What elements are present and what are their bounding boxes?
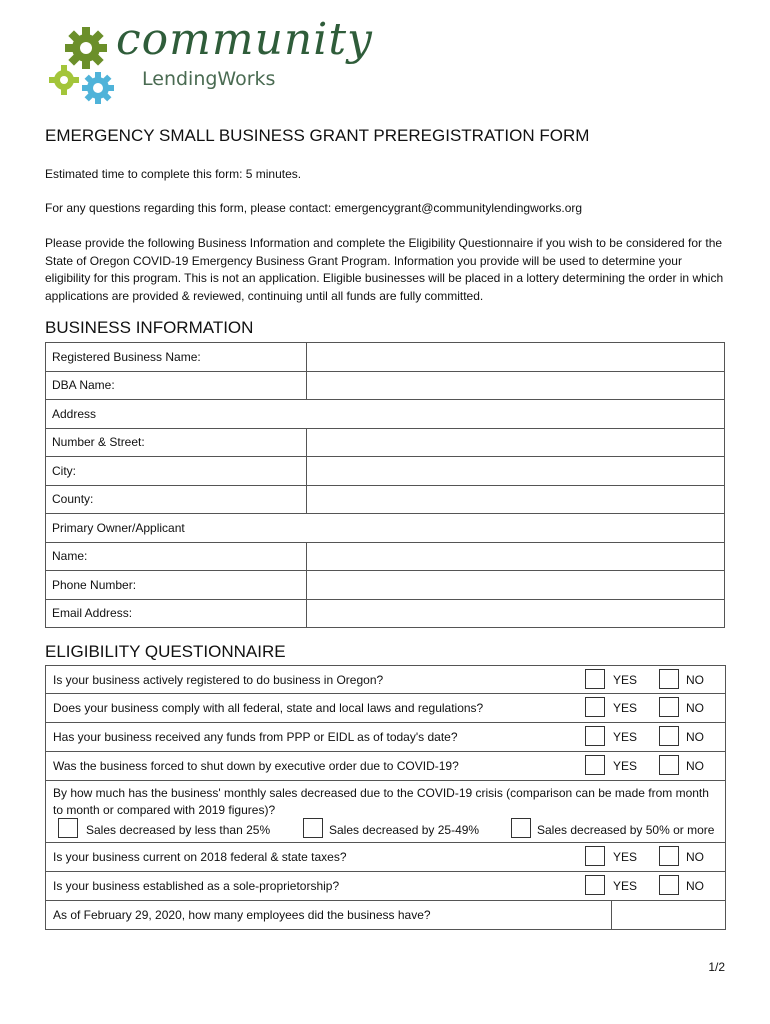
yes-label: YES <box>613 701 638 715</box>
county-field[interactable] <box>307 485 725 514</box>
no-checkbox[interactable] <box>659 755 679 775</box>
no-label: NO <box>686 759 704 773</box>
page-number: 1/2 <box>708 960 725 974</box>
time-estimate: Estimated time to complete this form: 5 minutes. <box>45 167 302 181</box>
sales-option-label: Sales decreased by less than 25% <box>86 823 271 837</box>
question-text: Is your business actively registered to do business in Oregon? <box>53 673 384 687</box>
table-row <box>46 542 725 571</box>
question-text: Was the business forced to shut down by executive order due to COVID-19? <box>53 759 459 773</box>
owner-name-label: Name: <box>46 542 307 571</box>
table-row <box>46 400 725 429</box>
dba-name-field[interactable] <box>307 371 725 400</box>
no-label: NO <box>686 673 704 687</box>
table-row <box>46 514 725 543</box>
logo-wordmark: community <box>116 14 373 65</box>
yes-label: YES <box>613 673 638 687</box>
no-label: NO <box>686 879 704 893</box>
question-text: Is your business established as a sole-proprietorship? <box>53 879 340 893</box>
city-label: City: <box>46 457 307 486</box>
question-row <box>45 843 726 872</box>
yes-checkbox[interactable] <box>585 726 605 746</box>
question-row <box>45 694 726 723</box>
question-row <box>45 723 726 752</box>
sales-50-plus-checkbox[interactable] <box>511 818 531 838</box>
county-label: County: <box>46 485 307 514</box>
dba-name-label: DBA Name: <box>46 371 307 400</box>
email-label: Email Address: <box>46 599 307 628</box>
eligibility-heading: ELIGIBILITY QUESTIONNAIRE <box>45 642 286 661</box>
question-row <box>45 665 726 694</box>
question-row <box>45 872 726 901</box>
logo-subtitle: LendingWorks <box>142 68 276 90</box>
company-logo <box>46 14 373 112</box>
address-section-label: Address <box>46 400 725 429</box>
owner-section-label: Primary Owner/Applicant <box>46 514 725 543</box>
sales-question-text: By how much has the business' monthly sales decreased due to the COVID-19 crisis (comparison can be made from month to month or compared with 2019 figures)? <box>53 786 709 817</box>
sales-option-label: Sales decreased by 50% or more <box>537 823 715 837</box>
question-text: Does your business comply with all federal, state and local laws and regulations? <box>53 701 484 715</box>
gears-icon <box>46 20 126 112</box>
yes-label: YES <box>613 730 638 744</box>
no-checkbox[interactable] <box>659 726 679 746</box>
yes-checkbox[interactable] <box>585 697 605 717</box>
table-row <box>46 343 725 372</box>
no-label: NO <box>686 730 704 744</box>
street-label: Number & Street: <box>46 428 307 457</box>
no-checkbox[interactable] <box>659 697 679 717</box>
instructions: Please provide the following Business Information and complete the Eligibility Questionnaire if you wish to be considered for the State of Oregon COVID-19 Emergency Business Grant Program. Information you provide will be used to determine your eligibility for this program. This is not an application. Eligible businesses will be placed in a lottery determining the order in which applications are provided & reviewed, continuing until all funds are fully committed. <box>45 236 724 303</box>
sales-question-row <box>45 781 726 843</box>
owner-name-field[interactable] <box>307 542 725 571</box>
table-row <box>46 457 725 486</box>
email-field[interactable] <box>307 599 725 628</box>
yes-checkbox[interactable] <box>585 875 605 895</box>
registered-name-label: Registered Business Name: <box>46 343 307 372</box>
business-info-table <box>45 342 725 628</box>
yes-label: YES <box>613 850 638 864</box>
contact-info: For any questions regarding this form, please contact: emergencygrant@communitylendingworks.org <box>45 201 583 215</box>
city-field[interactable] <box>307 457 725 486</box>
employees-row <box>45 901 726 930</box>
no-checkbox[interactable] <box>659 875 679 895</box>
no-label: NO <box>686 701 704 715</box>
registered-name-field[interactable] <box>307 343 725 372</box>
employees-question: As of February 29, 2020, how many employees did the business have? <box>53 908 431 922</box>
phone-label: Phone Number: <box>46 571 307 600</box>
question-row <box>45 752 726 781</box>
yes-checkbox[interactable] <box>585 755 605 775</box>
business-info-heading: BUSINESS INFORMATION <box>45 318 254 337</box>
employees-field[interactable] <box>611 901 727 929</box>
yes-checkbox[interactable] <box>585 669 605 689</box>
table-row <box>46 428 725 457</box>
no-label: NO <box>686 850 704 864</box>
table-row <box>46 371 725 400</box>
table-row <box>46 571 725 600</box>
form-title: EMERGENCY SMALL BUSINESS GRANT PREREGISTRATION FORM <box>45 126 590 145</box>
no-checkbox[interactable] <box>659 846 679 866</box>
table-row <box>46 485 725 514</box>
question-text: Has your business received any funds from PPP or EIDL as of today's date? <box>53 730 458 744</box>
question-text: Is your business current on 2018 federal & state taxes? <box>53 850 347 864</box>
street-field[interactable] <box>307 428 725 457</box>
sales-option-label: Sales decreased by 25-49% <box>329 823 480 837</box>
yes-checkbox[interactable] <box>585 846 605 866</box>
sales-25-49-checkbox[interactable] <box>303 818 323 838</box>
sales-less-25-checkbox[interactable] <box>58 818 78 838</box>
no-checkbox[interactable] <box>659 669 679 689</box>
yes-label: YES <box>613 759 638 773</box>
table-row <box>46 599 725 628</box>
yes-label: YES <box>613 879 638 893</box>
phone-field[interactable] <box>307 571 725 600</box>
